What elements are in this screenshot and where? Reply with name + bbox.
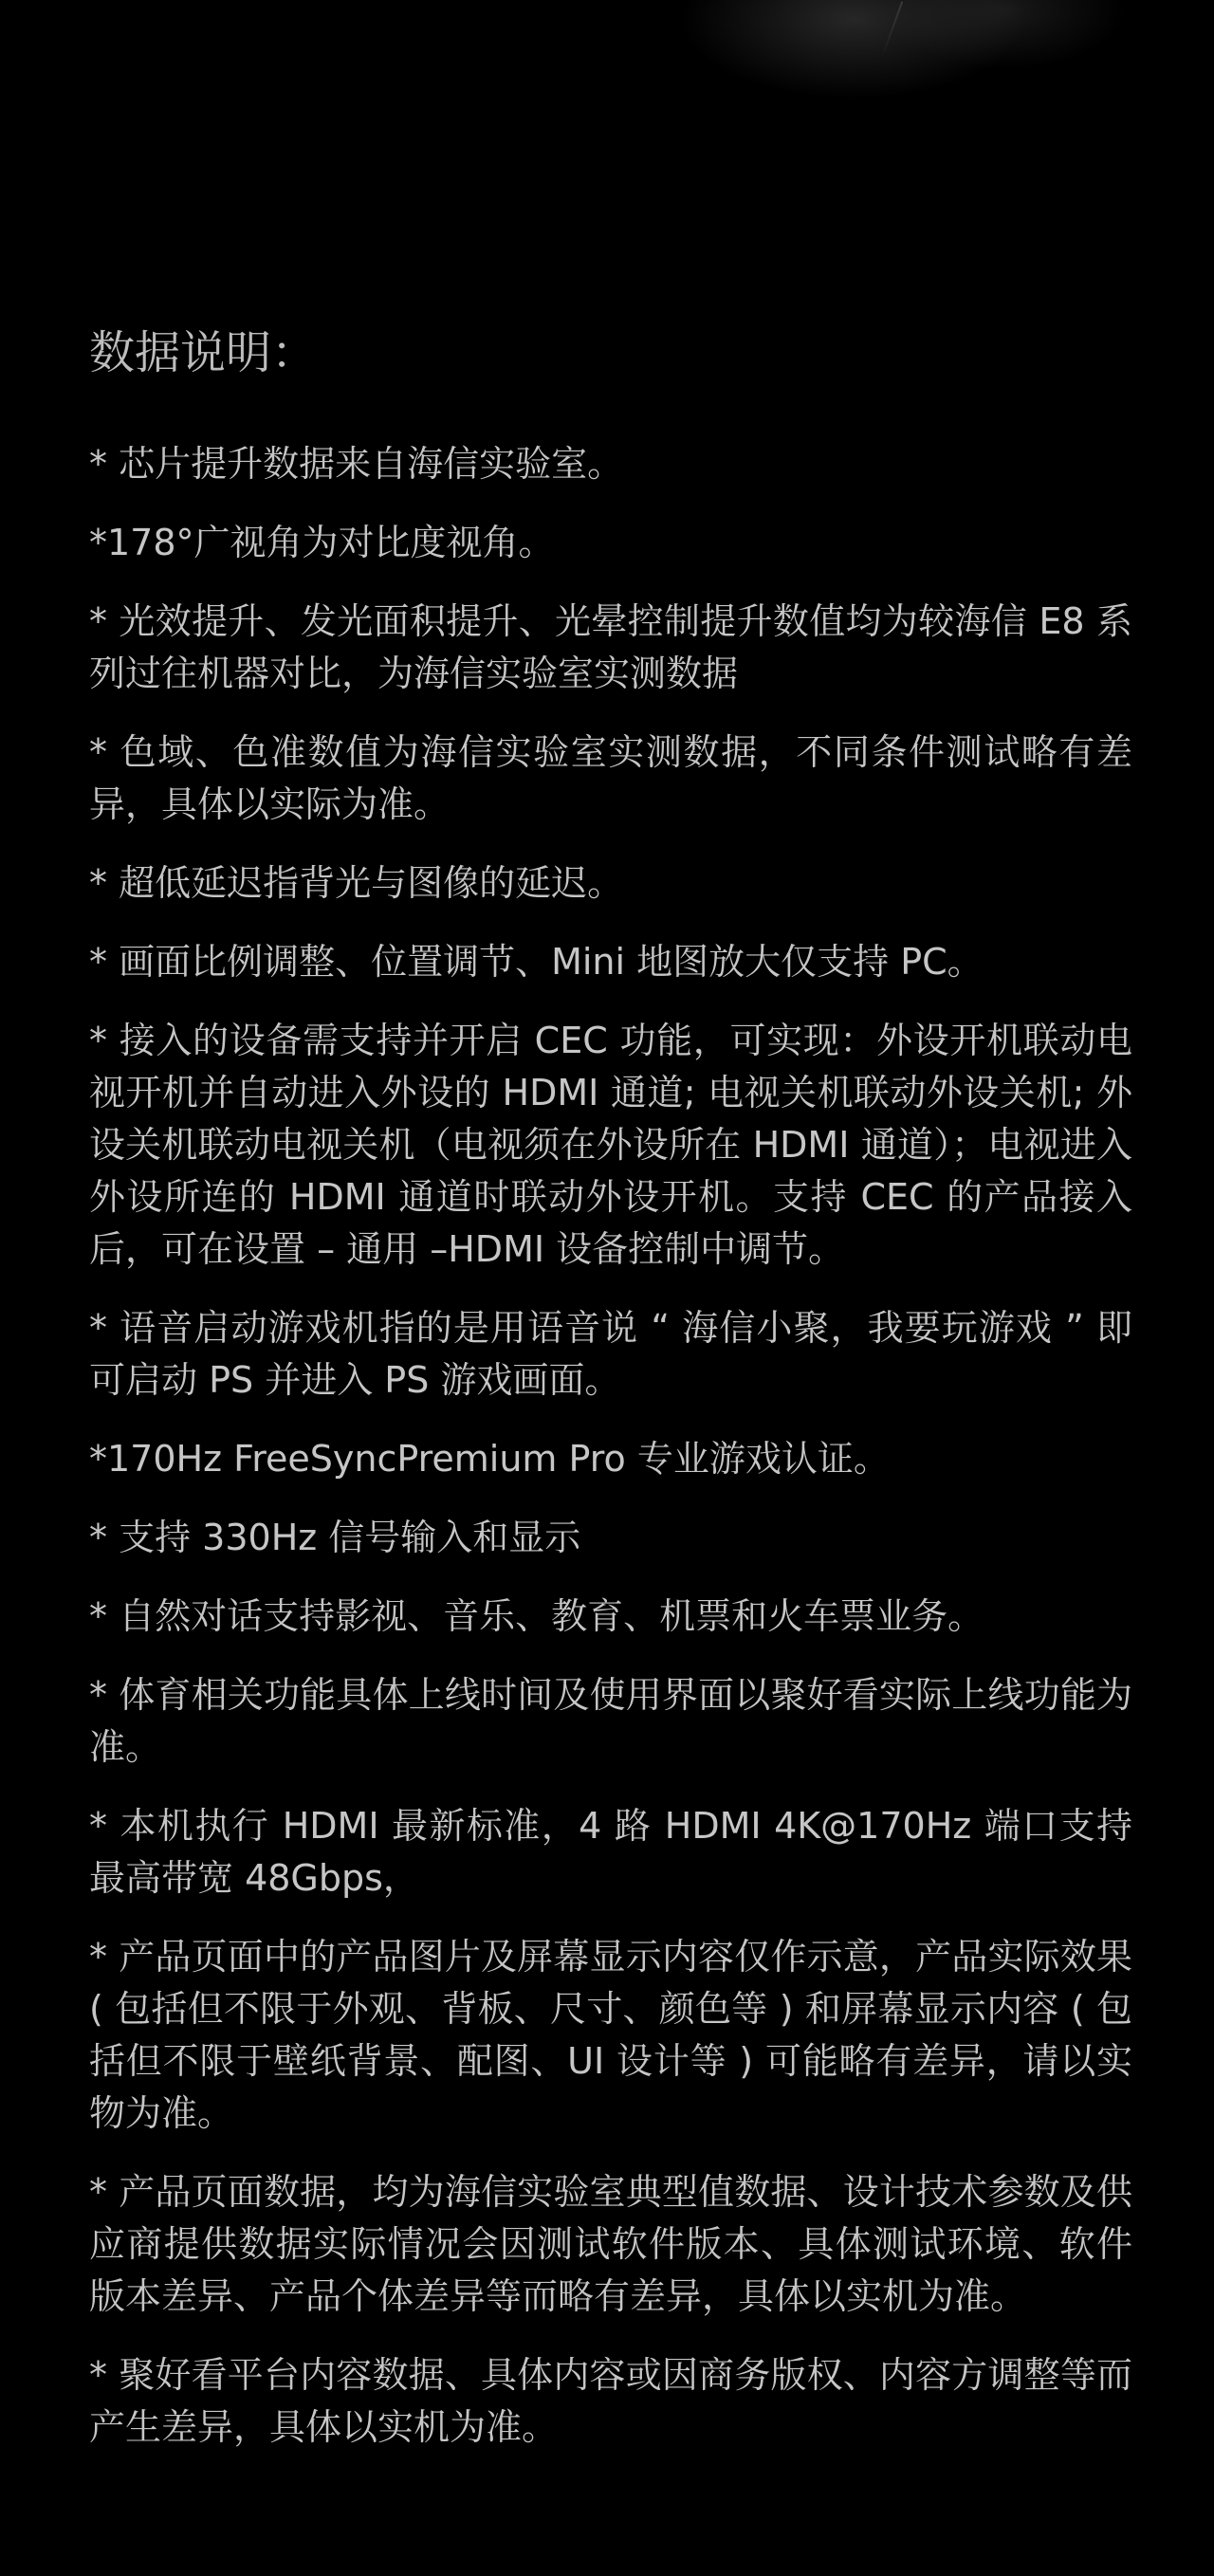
section-title: 数据说明： [89, 326, 318, 379]
data-notes-section [89, 313, 1132, 2480]
note-item: * 画面比例调整、位置调节、Mini 地图放大仅支持 PC。 [89, 941, 984, 983]
note-item: * 支持 330Hz 信号输入和显示 [89, 1517, 581, 1558]
note-item: * 芯片提升数据来自海信实验室。 [89, 443, 624, 485]
note-item: * 语音启动游戏机指的是用语音说 “ 海信小聚，我要玩游戏 ” 即可启动 PS 并进入 PS 游戏画面。 [89, 1307, 1132, 1401]
notes-list [89, 438, 1132, 2454]
note-item: * 超低延迟指背光与图像的延迟。 [89, 862, 624, 904]
note-item: * 光效提升、发光面积提升、光晕控制提升数值均为较海信 E8 系列过往机器对比，为海信实验室实测数据 [89, 600, 1132, 694]
top-decorative-line [882, 1, 903, 55]
note-item: * 本机执行 HDMI 最新标准，4 路 HDMI 4K@170Hz 端口支持最高带宽 48Gbps， [89, 1805, 1132, 1899]
top-background-glow [0, 0, 1214, 171]
note-item: * 色域、色准数值为海信实验室实测数据，不同条件测试略有差异，具体以实际为准。 [89, 731, 1132, 825]
note-item: *178°广视角为对比度视角。 [89, 522, 555, 563]
note-item: * 聚好看平台内容数据、具体内容或因商务版权、内容方调整等而产生差异，具体以实机为准。 [89, 2354, 1132, 2448]
note-item: * 产品页面数据，均为海信实验室典型值数据、设计技术参数及供应商提供数据实际情况会因测试软件版本、具体测试环境、软件版本差异、产品个体差异等而略有差异，具体以实机为准。 [89, 2171, 1132, 2317]
note-item: * 体育相关功能具体上线时间及使用界面以聚好看实际上线功能为准。 [89, 1674, 1132, 1768]
note-item: * 接入的设备需支持并开启 CEC 功能，可实现：外设开机联动电视开机并自动进入外设的 HDMI 通道; 电视关机联动外设关机; 外设关机联动电视关机（电视须在外设所在 HDMI 通道）；电视进入外设所连的 HDMI 通道时联动外设开机。支持 CEC 的产品接入后，可在设置 – 通用 –HDMI 设备控制中调节。 [89, 1020, 1132, 1270]
note-item: * 产品页面中的产品图片及屏幕显示内容仅作示意，产品实际效果 ( 包括但不限于外观、背板、尺寸、颜色等 ) 和屏幕显示内容 ( 包括但不限于壁纸背景、配图、UI 设计等 ) 可能略有差异，请以实物为准。 [89, 1936, 1132, 2134]
note-item: *170Hz FreeSyncPremium Pro 专业游戏认证。 [89, 1438, 890, 1480]
note-item: * 自然对话支持影视、音乐、教育、机票和火车票业务。 [89, 1595, 984, 1637]
